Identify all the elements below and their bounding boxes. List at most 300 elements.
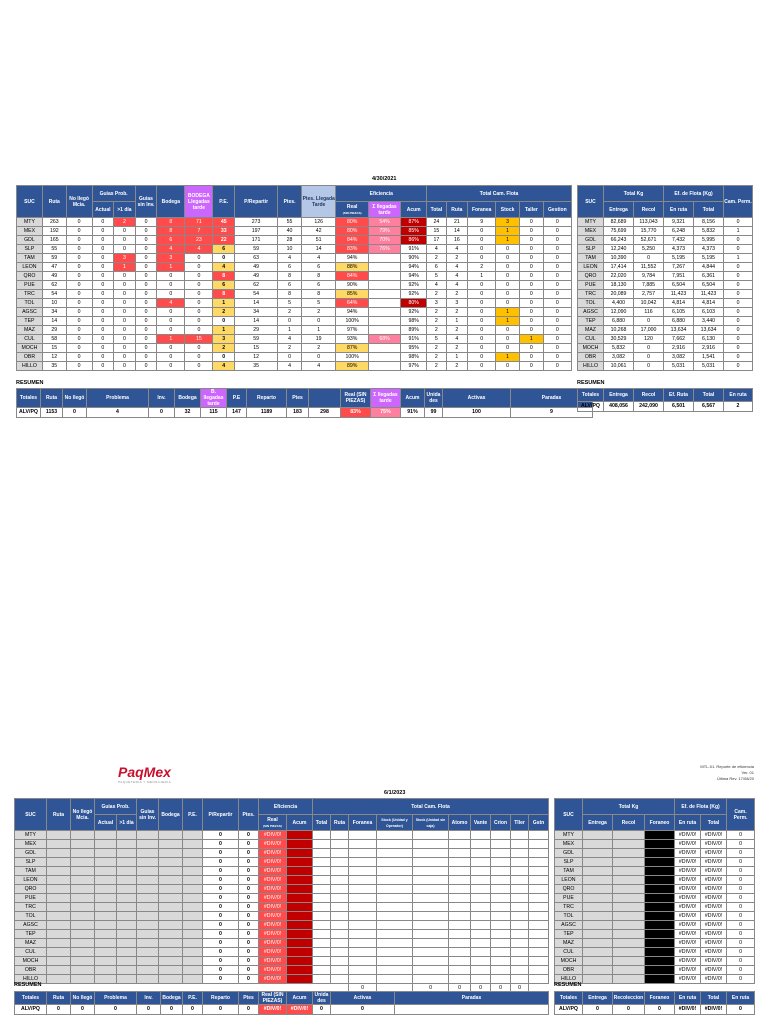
table-cell: 2 [278, 308, 302, 317]
table-cell [313, 957, 331, 966]
table-cell [137, 876, 159, 885]
table-cell: 0 [519, 272, 543, 281]
h-real: Real (SIN PIEZAS) [336, 202, 368, 218]
table-cell: 2 [468, 263, 496, 272]
table-cell: 2 [446, 308, 468, 317]
table-cell: 80% [336, 227, 368, 236]
table-cell: 1 [213, 326, 235, 335]
table-cell [349, 948, 377, 957]
table-cell: 0 [92, 335, 114, 344]
summary-header: No llegó [63, 389, 87, 408]
r2kh-foraneo: Foraneo [645, 815, 675, 831]
table-cell [95, 849, 117, 858]
table-cell: #DIV/0! [259, 876, 287, 885]
table-cell [331, 939, 349, 948]
table-cell [511, 903, 529, 912]
kg-cell [583, 948, 613, 957]
kg-cell [645, 912, 675, 921]
table-cell: 14 [235, 317, 278, 326]
table-cell [137, 975, 159, 984]
report1-resumen-label-kg: RESUMEN [577, 380, 605, 386]
kg-cell [583, 921, 613, 930]
kh-total: Total [694, 202, 724, 218]
table-cell [491, 921, 511, 930]
table-cell: 0 [468, 362, 496, 371]
table-cell: 8 [278, 272, 302, 281]
summary-header: Ptes [239, 992, 259, 1005]
table-cell [449, 903, 471, 912]
kg-cell [613, 876, 645, 885]
table-cell [95, 921, 117, 930]
kg-cell: 10,268 [604, 326, 634, 335]
suc-cell: TOL [15, 912, 47, 921]
kg-cell: 7,662 [664, 335, 694, 344]
kg-cell: 5,995 [694, 236, 724, 245]
kg-cell [645, 894, 675, 903]
table-cell [413, 831, 449, 840]
table-row [578, 362, 753, 371]
table-cell [47, 840, 71, 849]
table-cell: 0 [66, 353, 92, 362]
suc-cell: OBR [578, 353, 604, 362]
table-cell [159, 966, 183, 975]
table-cell: 0 [543, 245, 571, 254]
table-cell: 3 [114, 254, 136, 263]
kg-cell: #DIV/0! [675, 858, 701, 867]
table-cell [529, 912, 549, 921]
kg-cell: #DIV/0! [675, 930, 701, 939]
table-cell [349, 894, 377, 903]
table-cell [471, 849, 491, 858]
table-cell: 0 [114, 281, 136, 290]
kg-cell: 4,814 [694, 299, 724, 308]
suc-cell: CUL [578, 335, 604, 344]
h-pe: P.E. [213, 186, 235, 218]
table-cell [368, 263, 400, 272]
table-row [15, 921, 549, 930]
table-cell [529, 858, 549, 867]
table-cell: 22 [213, 236, 235, 245]
table-cell: 0 [203, 867, 239, 876]
table-cell [349, 903, 377, 912]
table-cell [377, 840, 413, 849]
kg-cell: 0 [634, 254, 664, 263]
summary-value: 298 [309, 408, 341, 418]
table-cell [471, 903, 491, 912]
table-cell [331, 840, 349, 849]
table-cell [449, 912, 471, 921]
table-cell: 0 [135, 245, 157, 254]
table-cell: 0 [203, 939, 239, 948]
suc-cell: MOCH [17, 344, 43, 353]
table-row [15, 885, 549, 894]
kg-cell: 7,267 [664, 263, 694, 272]
kg-cell: 0 [724, 236, 753, 245]
summary-value: 83% [341, 408, 371, 418]
kg-cell: 0 [724, 290, 753, 299]
table-cell [183, 930, 203, 939]
kg-cell: 0 [727, 858, 755, 867]
table-cell: 0 [543, 344, 571, 353]
table-cell [449, 975, 471, 984]
table-row [17, 344, 572, 353]
summary-header: No llegó [71, 992, 95, 1005]
summary-header: Totales [15, 992, 47, 1005]
table-cell: 0 [468, 290, 496, 299]
summary-header: Acum [401, 389, 425, 408]
table-cell [511, 948, 529, 957]
table-cell [413, 885, 449, 894]
table-cell: 89% [336, 362, 368, 371]
table-cell: 0 [543, 353, 571, 362]
table-cell: 0 [519, 281, 543, 290]
kg-cell [645, 840, 675, 849]
table-cell: 2 [427, 344, 446, 353]
kg-cell: 0 [724, 263, 753, 272]
table-cell [117, 912, 137, 921]
table-cell [529, 903, 549, 912]
table-row [17, 299, 572, 308]
suc-cell: TAM [15, 867, 47, 876]
table-row [555, 921, 755, 930]
kg-cell: #DIV/0! [675, 885, 701, 894]
table-cell [368, 308, 400, 317]
table-cell: 0 [92, 272, 114, 281]
table-cell: 0 [114, 362, 136, 371]
table-cell: 6 [213, 281, 235, 290]
kg-cell: 11,552 [634, 263, 664, 272]
table-cell: 49 [42, 272, 66, 281]
report1-kg-summary [577, 388, 753, 412]
kg-cell: 13,634 [664, 326, 694, 335]
table-cell: 0 [114, 236, 136, 245]
table-cell [313, 948, 331, 957]
table-cell: 4 [446, 245, 468, 254]
table-cell: 87% [401, 218, 427, 227]
table-cell [449, 849, 471, 858]
table-cell: #DIV/0! [259, 858, 287, 867]
table-cell: 0 [114, 227, 136, 236]
total-cell: 0 [349, 984, 377, 993]
kg-cell [583, 876, 613, 885]
table-cell: 0 [519, 326, 543, 335]
table-cell: 59 [42, 254, 66, 263]
summary-header: Σ llegadas tarde [371, 389, 401, 408]
table-cell: 0 [543, 317, 571, 326]
table-cell: 3 [427, 299, 446, 308]
report2-summary [14, 991, 549, 1015]
table-cell: 0 [135, 308, 157, 317]
h-acum: Acum [401, 202, 427, 218]
kg-cell: #DIV/0! [675, 957, 701, 966]
kg-summary-header: Total [701, 992, 727, 1005]
table-cell [71, 966, 95, 975]
kg-cell [583, 939, 613, 948]
kg-cell [613, 885, 645, 894]
kg-cell: 4,373 [694, 245, 724, 254]
table-cell: 62 [42, 281, 66, 290]
table-row [17, 218, 572, 227]
r2h-suc: SUC [15, 799, 47, 831]
table-cell: 0 [203, 975, 239, 984]
kg-cell: 15,770 [634, 227, 664, 236]
table-cell: 5 [301, 299, 336, 308]
table-cell: 2 [114, 218, 136, 227]
kg-cell: 0 [727, 840, 755, 849]
kg-cell: 9,784 [634, 272, 664, 281]
suc-cell: GDL [555, 849, 583, 858]
table-row [15, 903, 549, 912]
table-cell: 0 [114, 326, 136, 335]
table-cell [491, 876, 511, 885]
table-cell [47, 885, 71, 894]
summary-value [395, 1005, 549, 1015]
table-cell: 0 [92, 344, 114, 353]
table-cell [287, 939, 313, 948]
table-cell [449, 930, 471, 939]
kg-cell [645, 885, 675, 894]
kg-cell: 13,634 [694, 326, 724, 335]
kh-en-ruta: En ruta [664, 202, 694, 218]
table-cell [449, 966, 471, 975]
table-cell: 0 [92, 245, 114, 254]
suc-cell: GDL [578, 236, 604, 245]
table-cell: 0 [185, 281, 213, 290]
kg-cell [583, 903, 613, 912]
table-cell: 0 [519, 362, 543, 371]
table-row [17, 362, 572, 371]
table-cell [71, 894, 95, 903]
kh-entrega: Entrega [604, 202, 634, 218]
table-cell [491, 966, 511, 975]
report1-date: 4/30/2021 [372, 176, 397, 182]
summary-value: 183 [287, 408, 309, 418]
table-cell [368, 317, 400, 326]
table-cell: 4 [278, 254, 302, 263]
summary-header: Totales [17, 389, 41, 408]
table-row [555, 876, 755, 885]
table-cell [368, 326, 400, 335]
table-cell: 0 [468, 353, 496, 362]
table-cell: 0 [92, 236, 114, 245]
table-cell: 98% [401, 317, 427, 326]
table-cell: 1 [446, 317, 468, 326]
table-cell: 0 [543, 308, 571, 317]
table-cell: 68% [368, 335, 400, 344]
table-cell: 33 [213, 227, 235, 236]
table-cell [159, 885, 183, 894]
r2kh-recol: Recol [613, 815, 645, 831]
table-cell [47, 930, 71, 939]
kh-recol: Recol [634, 202, 664, 218]
summary-value: 99 [425, 408, 443, 418]
summary-value: 0 [95, 1005, 137, 1015]
table-cell: 94% [336, 254, 368, 263]
table-cell [137, 903, 159, 912]
table-cell: 0 [135, 299, 157, 308]
table-cell [95, 876, 117, 885]
table-cell: 0 [239, 921, 259, 930]
table-cell: 0 [66, 290, 92, 299]
kg-summary-header: Entrega [604, 389, 634, 402]
table-cell: 0 [239, 930, 259, 939]
kg-cell: 120 [634, 335, 664, 344]
table-cell [331, 858, 349, 867]
table-row [17, 272, 572, 281]
table-cell: 0 [135, 353, 157, 362]
kg-summary-value: 0 [613, 1005, 645, 1015]
kg-cell: 0 [727, 930, 755, 939]
kg-cell [645, 939, 675, 948]
table-row [555, 858, 755, 867]
kg-cell: #DIV/0! [675, 939, 701, 948]
kg-cell: #DIV/0! [701, 948, 727, 957]
table-cell: 0 [66, 263, 92, 272]
table-cell: 93% [336, 335, 368, 344]
kg-cell [613, 894, 645, 903]
table-cell: 0 [185, 254, 213, 263]
report1-resumen-label: RESUMEN [16, 380, 44, 386]
table-cell: 0 [92, 353, 114, 362]
table-cell [413, 921, 449, 930]
table-cell [491, 912, 511, 921]
total-cell: 0 [413, 984, 449, 993]
table-cell: 0 [135, 236, 157, 245]
suc-cell: TEP [555, 930, 583, 939]
kg-cell: 116 [634, 308, 664, 317]
kg-cell: 0 [724, 326, 753, 335]
table-row [17, 353, 572, 362]
table-cell: 10 [42, 299, 66, 308]
table-cell: 90% [336, 281, 368, 290]
kg-cell: 5,031 [694, 362, 724, 371]
kg-cell: 1 [724, 227, 753, 236]
r2h-bodega: Bodega [159, 799, 183, 831]
kg-cell: 10,061 [604, 362, 634, 371]
table-cell [183, 912, 203, 921]
table-cell: 14 [42, 317, 66, 326]
table-cell [183, 957, 203, 966]
table-cell [511, 894, 529, 903]
table-cell: 0 [185, 308, 213, 317]
table-cell: 0 [543, 290, 571, 299]
summary-value: 0 [183, 1005, 203, 1015]
table-cell: #DIV/0! [259, 912, 287, 921]
table-cell: 54% [368, 218, 400, 227]
summary-value: 91% [401, 408, 425, 418]
table-cell [95, 885, 117, 894]
table-cell: 0 [203, 930, 239, 939]
table-cell [449, 840, 471, 849]
table-cell: 0 [66, 344, 92, 353]
kg-cell: 0 [727, 894, 755, 903]
table-cell: 263 [42, 218, 66, 227]
table-cell: 0 [496, 281, 520, 290]
table-cell [71, 939, 95, 948]
table-cell: 0 [468, 308, 496, 317]
table-cell: 0 [468, 281, 496, 290]
total-cell: 0 [449, 984, 471, 993]
kg-cell: #DIV/0! [701, 849, 727, 858]
table-cell: 0 [468, 236, 496, 245]
table-cell [529, 966, 549, 975]
table-cell [159, 831, 183, 840]
table-cell [511, 912, 529, 921]
table-cell: 1 [496, 236, 520, 245]
table-cell: 0 [468, 344, 496, 353]
kg-cell: 0 [724, 281, 753, 290]
table-cell: 3 [446, 299, 468, 308]
r2h-acum: Acum [287, 815, 313, 831]
table-cell: 0 [114, 317, 136, 326]
summary-value: 0 [47, 1005, 71, 1015]
table-row [17, 290, 572, 299]
kg-summary-header: En ruta [675, 992, 701, 1005]
table-cell [137, 966, 159, 975]
table-cell: 51 [301, 236, 336, 245]
table-cell: 0 [66, 326, 92, 335]
r2h-atomo: Atomo [449, 815, 471, 831]
kg-cell: 52,671 [634, 236, 664, 245]
kg-cell: #DIV/0! [701, 876, 727, 885]
table-cell [349, 939, 377, 948]
table-cell [287, 930, 313, 939]
kg-cell [613, 867, 645, 876]
table-cell: 5 [427, 272, 446, 281]
kg-summary-value: #DIV/0! [701, 1005, 727, 1015]
table-row [555, 894, 755, 903]
table-cell [349, 921, 377, 930]
kg-cell: 3,440 [694, 317, 724, 326]
table-cell: 0 [239, 849, 259, 858]
table-cell: 0 [185, 344, 213, 353]
table-cell [117, 948, 137, 957]
table-cell [71, 849, 95, 858]
suc-cell: CUL [15, 948, 47, 957]
kg-cell: #DIV/0! [701, 975, 727, 984]
kg-cell [583, 867, 613, 876]
table-cell [287, 840, 313, 849]
kg-cell [613, 858, 645, 867]
report2-date: 6/1/2023 [384, 790, 406, 796]
table-cell [529, 867, 549, 876]
table-cell [349, 858, 377, 867]
table-cell: 0 [157, 326, 185, 335]
table-cell: 0 [114, 353, 136, 362]
table-cell: 8 [301, 290, 336, 299]
table-cell [449, 858, 471, 867]
table-cell [313, 849, 331, 858]
table-cell: 4 [427, 281, 446, 290]
table-cell: 2 [427, 317, 446, 326]
kg-cell: 18,130 [604, 281, 634, 290]
suc-cell: AGSC [578, 308, 604, 317]
table-cell [117, 975, 137, 984]
kg-summary-value: 6,567 [694, 402, 724, 412]
table-cell: 6 [427, 263, 446, 272]
summary-value: 0 [137, 1005, 161, 1015]
table-cell: 2 [301, 308, 336, 317]
table-cell [137, 885, 159, 894]
table-cell [71, 930, 95, 939]
table-cell: 0 [203, 849, 239, 858]
h-eficiencia: Eficiencia [336, 186, 427, 202]
suc-cell: SLP [555, 858, 583, 867]
kg-cell: 75,699 [604, 227, 634, 236]
kg-cell: 6,105 [664, 308, 694, 317]
table-cell: 0 [239, 876, 259, 885]
r2h-guias-prob: Guias Prob. [95, 799, 137, 815]
